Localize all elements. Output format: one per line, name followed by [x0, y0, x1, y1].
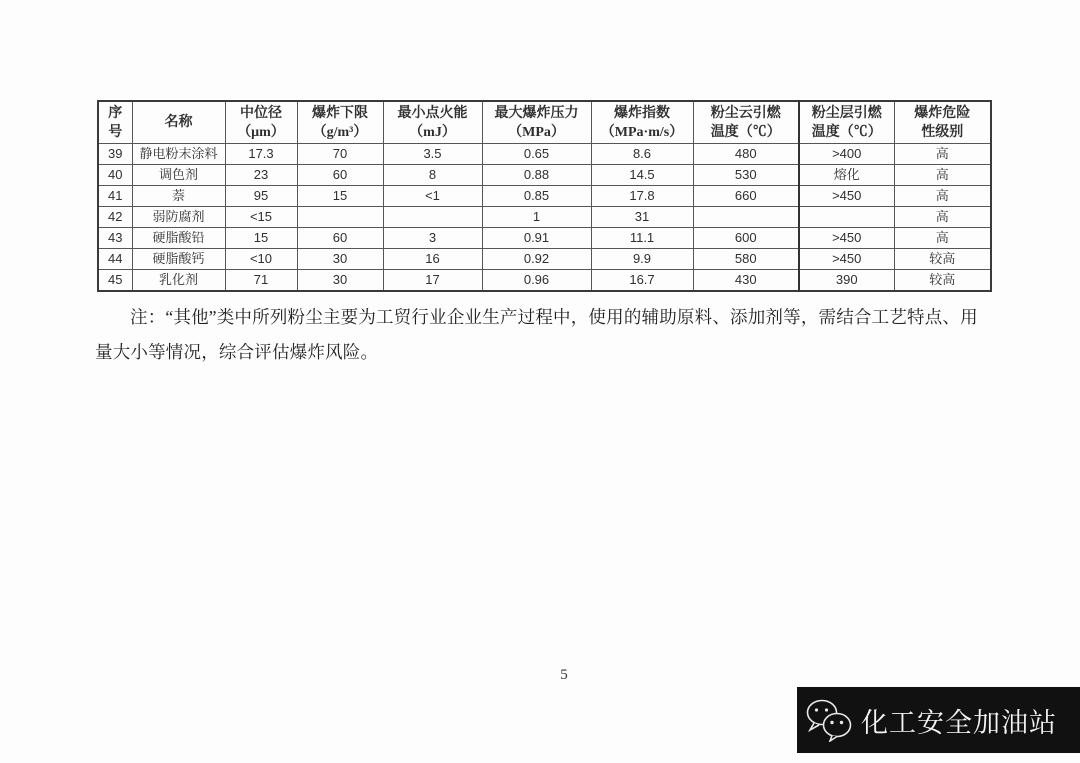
table-cell: 硬脂酸钙	[132, 249, 225, 270]
table-cell: 静电粉末涂料	[132, 144, 225, 165]
footnote: 注：“其他”类中所列粉尘主要为工贸行业企业生产过程中，使用的辅助原料、添加剂等，需结合工艺特点、用量大小等情况，综合评估爆炸风险。	[95, 307, 978, 362]
column-header: 粉尘层引燃 温度（℃）	[799, 101, 894, 144]
table-cell: 1	[482, 207, 591, 228]
table-row	[98, 207, 991, 228]
table-row	[98, 270, 991, 292]
table-cell: 16.7	[591, 270, 693, 292]
table-cell: 95	[225, 186, 297, 207]
table-cell: 60	[297, 165, 383, 186]
table-cell: 60	[297, 228, 383, 249]
table-cell: 乳化剂	[132, 270, 225, 292]
table-cell: 660	[693, 186, 799, 207]
table-cell: <10	[225, 249, 297, 270]
table-cell: 530	[693, 165, 799, 186]
table-cell: <15	[225, 207, 297, 228]
table-cell	[693, 207, 799, 228]
table-cell: 0.88	[482, 165, 591, 186]
table-row	[98, 249, 991, 270]
column-header: 爆炸指数 （MPa·m/s）	[591, 101, 693, 144]
page-number: 5	[560, 667, 568, 683]
table-cell: 8.6	[591, 144, 693, 165]
table-cell: 71	[225, 270, 297, 292]
table-cell: >450	[799, 228, 894, 249]
table-cell: 31	[591, 207, 693, 228]
table-cell: 高	[894, 228, 991, 249]
table-cell: 较高	[894, 270, 991, 292]
table-cell: 17	[383, 270, 482, 292]
table-cell: 14.5	[591, 165, 693, 186]
table-cell	[383, 207, 482, 228]
table-cell: 萘	[132, 186, 225, 207]
table-cell: 30	[297, 249, 383, 270]
table-cell: 8	[383, 165, 482, 186]
table-cell: 硬脂酸铅	[132, 228, 225, 249]
column-header: 序 号	[98, 101, 132, 144]
table-cell: 0.92	[482, 249, 591, 270]
table-cell: 390	[799, 270, 894, 292]
table-cell: 580	[693, 249, 799, 270]
table-cell: >450	[799, 249, 894, 270]
column-header: 爆炸危险 性级别	[894, 101, 991, 144]
column-header: 粉尘云引燃 温度（℃）	[693, 101, 799, 144]
column-header: 名称	[132, 101, 225, 144]
table-cell: 30	[297, 270, 383, 292]
table-header-row	[98, 101, 991, 144]
table-cell: 9.9	[591, 249, 693, 270]
table-cell: 0.91	[482, 228, 591, 249]
table-cell: <1	[383, 186, 482, 207]
column-header: 最小点火能 （mJ）	[383, 101, 482, 144]
table-row	[98, 144, 991, 165]
table-row	[98, 186, 991, 207]
table-cell: 43	[98, 228, 132, 249]
table-cell: 42	[98, 207, 132, 228]
table-cell: 23	[225, 165, 297, 186]
table-cell: 弱防腐剂	[132, 207, 225, 228]
table-cell: 0.85	[482, 186, 591, 207]
column-header: 最大爆炸压力 （MPa）	[482, 101, 591, 144]
watermark-text: 化工安全加油站	[861, 707, 1057, 738]
table-cell: >400	[799, 144, 894, 165]
table-cell: >450	[799, 186, 894, 207]
table-cell: 39	[98, 144, 132, 165]
table-cell: 高	[894, 186, 991, 207]
table-cell: 17.3	[225, 144, 297, 165]
column-header: 爆炸下限 （g/m³）	[297, 101, 383, 144]
table-cell: 41	[98, 186, 132, 207]
table-cell: 16	[383, 249, 482, 270]
table-cell: 高	[894, 165, 991, 186]
table-cell: 0.65	[482, 144, 591, 165]
table-cell: 调色剂	[132, 165, 225, 186]
table-row	[98, 228, 991, 249]
table-cell: 15	[297, 186, 383, 207]
table-row	[98, 165, 991, 186]
table-cell: 600	[693, 228, 799, 249]
table-cell: 430	[693, 270, 799, 292]
table-cell: 15	[225, 228, 297, 249]
table-cell: 40	[98, 165, 132, 186]
table-cell: 3.5	[383, 144, 482, 165]
column-header: 中位径 （μm）	[225, 101, 297, 144]
table-cell: 高	[894, 144, 991, 165]
table-body	[98, 144, 991, 292]
wechat-icon	[805, 698, 853, 742]
watermark-banner	[797, 687, 1080, 753]
table-cell: 480	[693, 144, 799, 165]
table-cell: 45	[98, 270, 132, 292]
table-cell	[799, 207, 894, 228]
table-cell: 3	[383, 228, 482, 249]
table-cell: 0.96	[482, 270, 591, 292]
table-cell: 17.8	[591, 186, 693, 207]
table-cell: 高	[894, 207, 991, 228]
dust-explosion-table	[97, 100, 992, 292]
table-cell: 11.1	[591, 228, 693, 249]
table-cell: 熔化	[799, 165, 894, 186]
table-cell: 较高	[894, 249, 991, 270]
table-cell: 70	[297, 144, 383, 165]
table-cell: 44	[98, 249, 132, 270]
table-cell	[297, 207, 383, 228]
